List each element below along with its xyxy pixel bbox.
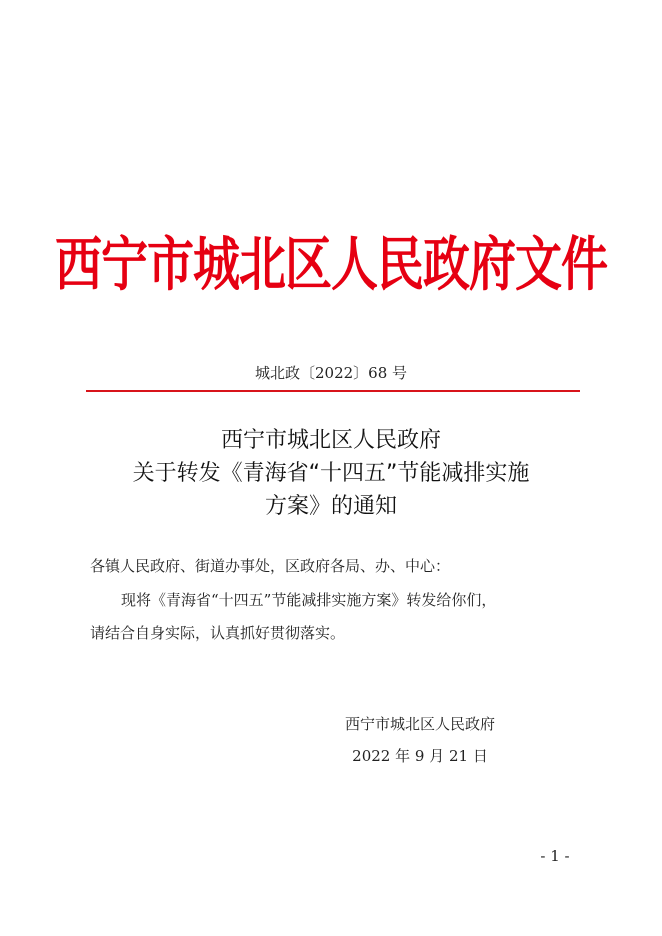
body-paragraph-line-2: 请结合自身实际，认真抓好贯彻落实。 xyxy=(90,624,346,642)
body-paragraph-line-1: 现将《青海省“十四五”节能减排实施方案》转发给你们， xyxy=(121,591,497,609)
salutation: 各镇人民政府、街道办事处，区政府各局、办、中心： xyxy=(90,557,451,575)
document-number: 城北政〔2022〕68 号 xyxy=(254,364,408,382)
title-line-1: 西宁市城北区人民政府 xyxy=(220,428,441,453)
red-separator-line xyxy=(86,390,580,392)
title-line-3: 方案》的通知 xyxy=(264,494,397,519)
masthead-title: 西宁市城北区人民政府文件 xyxy=(55,230,607,300)
title-line-2: 关于转发《青海省“十四五”节能减排实施 xyxy=(132,461,530,486)
signature-organization: 西宁市城北区人民政府 xyxy=(344,715,495,733)
signature-date: 2022 年 9 月 21 日 xyxy=(352,747,488,765)
page-number: - 1 - xyxy=(540,847,570,865)
notice-title xyxy=(60,424,602,523)
